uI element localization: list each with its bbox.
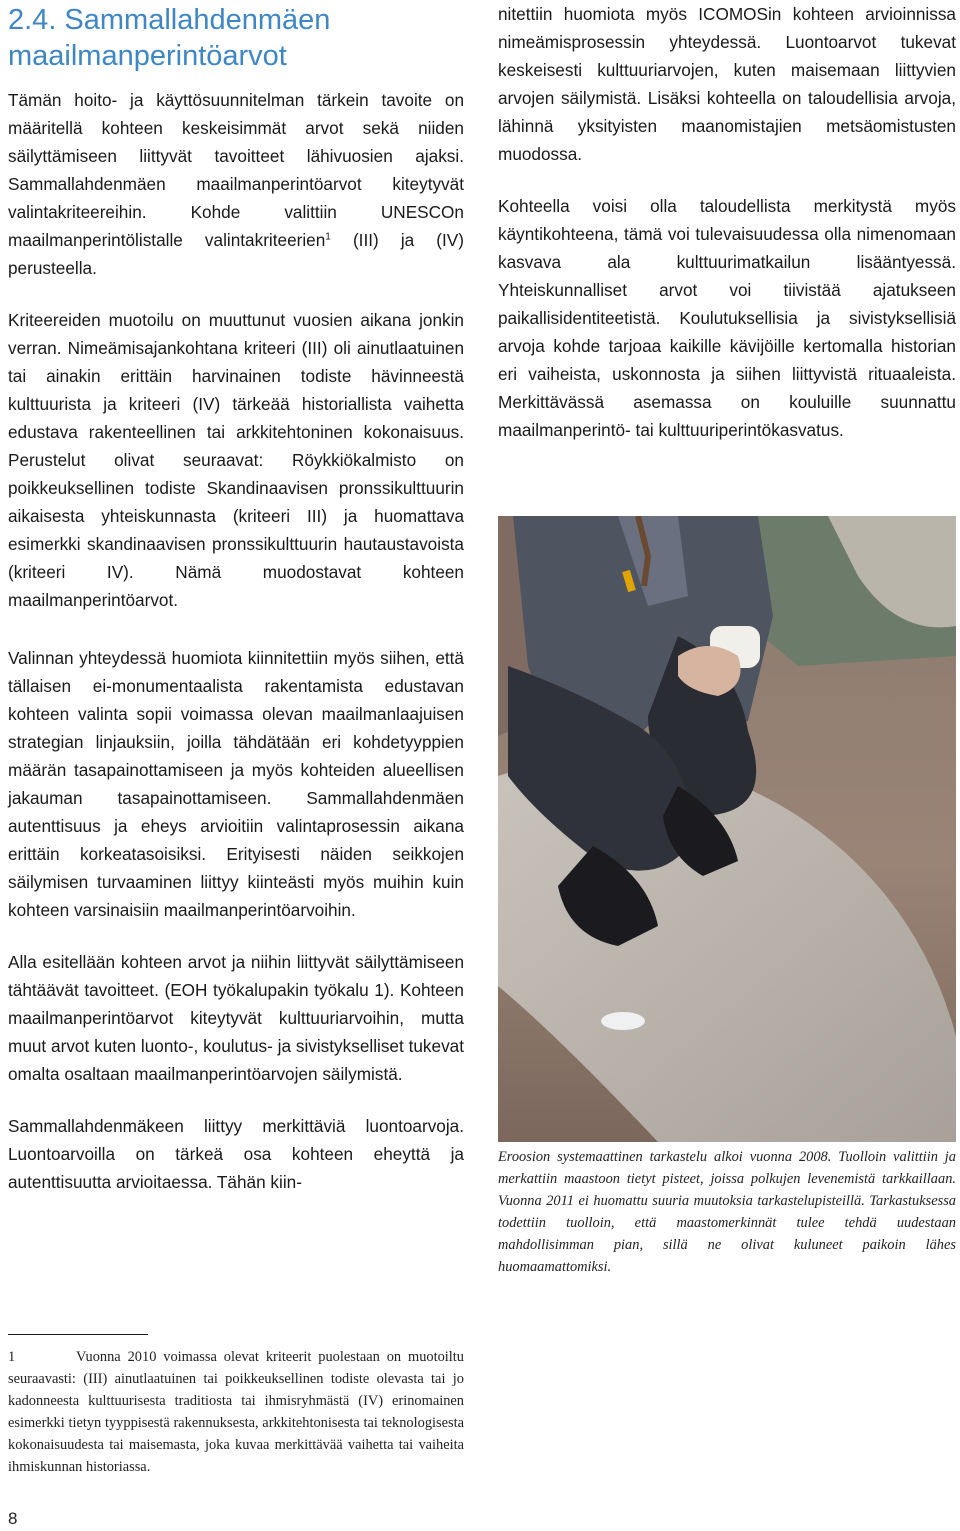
intro-text-end: (III) ja (IV) perusteella.	[8, 230, 464, 278]
economic-values-paragraph: Kohteella voisi olla taloudellista merkitystä myös käyntikohteena, tämä voi tulevaisuudessa olla nimenomaan kasvava ala kulttuurimatkailun lisääntyessä. Yhteiskunnalliset arvot voi tiivistää ajatukseen paikallisidentiteetistä. Koulutuksellisia ja sivistyksellisiä arvoja kohde tarjoaa kaikille kävijöille kertomalla historian eri vaiheista, uskonnosta ja siihen liittyvistä rituaaleista. Merkittävässä asemassa on kouluille suunnattu maailmanperintö- tai kulttuuriperintökasvatus.	[498, 196, 956, 440]
footnote-divider	[8, 1334, 148, 1335]
footnote	[8, 1346, 464, 1478]
footnote-text: Vuonna 2010 voimassa olevat kriteerit puolestaan on muotoiltu seuraavasti: (III) ainutlaatuinen tai poikkeuksellinen todiste olevasta tai jo kadonneesta kulttuurisesta traditiosta tai ihmisryhmästä (IV) erinomainen esimerkki tietyn tyyppisestä rakennuksesta, arkkitehtonisesta tai teknologisesta kokonaisuudesta tai maisemasta, joka kuvaa merkittävää vaihetta tai vaiheita ihmiskunnan historiassa.	[8, 1349, 464, 1475]
erosion-inspection-photo	[498, 516, 956, 1142]
section-heading: 2.4. Sammallahdenmäen maailmanperintöarvot	[8, 4, 331, 72]
intro-text: Tämän hoito- ja käyttösuunnitelman tärkein tavoite on määritellä kohteen keskeisimmät arvot sekä niiden säilyttämiseen liittyvät tavoitteet lähivuosien ajaksi. Sammallahdenmäen maailmanperintöarvot kiteytyvät valintakriteereihin. Kohde valittiin UNESCOn maailmanperintölistalle valintakriteerien	[8, 90, 464, 250]
right-column	[498, 0, 956, 444]
intro-paragraph	[8, 86, 464, 282]
page-number: 8	[8, 1509, 18, 1528]
selection-paragraph: Valinnan yhteydessä huomiota kiinnitettiin myös siihen, että tällaisen ei-monumentaalista rakentamista edustavan kohteen valinta sopii voimassa olevan maailmanlaajuisen strategian linjauksiin, joilla tähdätään eri kohdetyyppien määrän tasapainottamiseen ja myös kohteiden alueellisen jakauman tasapainottamiseen. Sammallahdenmäen autenttisuus ja eheys arvioitiin valintaprosessin aikana erittäin korkeatasoisiksi. Erityisesti näiden seikkojen säilymisen turvaaminen liittyy kiinteästi myös muihin kuin kohteen varsinaisiin maailmanperintöarvoihin.	[8, 648, 464, 920]
footnote-number: 1	[8, 1349, 16, 1365]
values-paragraph: Alla esitellään kohteen arvot ja niihin liittyvät säilyttämiseen tähtäävät tavoitteet. (EOH työkalupakin työkalu 1). Kohteen maailmanperintöarvot kiteytyvät kulttuuriarvoihin, mutta muut arvot kuten luonto-, koulutus- ja sivistykselliset tukevat omalta osaltaan maailmanperintöarvojen säilymistä.	[8, 952, 464, 1084]
continued-paragraph: nitettiin huomiota myös ICOMOSin kohteen arvioinnissa nimeämisprosessin yhteydessä. Luontoarvot tukevat keskeisesti kulttuuriarvojen, kuten maisemaan liittyvien arvojen säilymistä. Lisäksi kohteella on taloudellisia arvoja, lähinnä yksityisten maanomistajien metsäomistusten muodossa.	[498, 4, 956, 164]
left-column	[8, 86, 464, 1196]
photo-caption: Eroosion systemaattinen tarkastelu alkoi vuonna 2008. Tuolloin valittiin ja merkattiin maastoon tietyt pisteet, joissa polkujen levenemistä tarkkaillaan. Vuonna 2011 ei huomattu suuria muutoksia tarkastelupisteillä. Tarkastuksessa todettiin tuolloin, että maastomerkinnät tulee tehdä uudestaan mahdollisimman pian, sillä ne olivat kuluneet paikoin lähes huomaamattomiksi.	[498, 1149, 956, 1275]
criteria-paragraph: Kriteereiden muotoilu on muuttunut vuosien aikana jonkin verran. Nimeämisajankohtana kriteeri (III) oli ainutlaatuinen tai ainakin erittäin harvinainen todiste hävinneestä kulttuurista ja kriteeri (IV) tärkeää historiallista vaihetta edustava rakenteellinen tai arkkitehtoninen kokonaisuus. Perustelut olivat seuraavat: Röykkiökalmisto on poikkeuksellinen todiste Skandinaavisen pronssikulttuurin aikaisesta yhteiskunnasta (kriteeri III) ja huomattava esimerkki skandinaavisen pronssikulttuurin hautaustavoista (kriteeri IV). Nämä muodostavat kohteen maailmanperintöarvot.	[8, 310, 464, 610]
footnote-ref[interactable]: 1	[325, 231, 331, 243]
nature-values-paragraph: Sammallahdenmäkeen liittyy merkittäviä luontoarvoja. Luontoarvoilla on tärkeä osa kohteen eheyttä ja autenttisuutta arvioitaessa. Tähän kiin-	[8, 1116, 464, 1192]
